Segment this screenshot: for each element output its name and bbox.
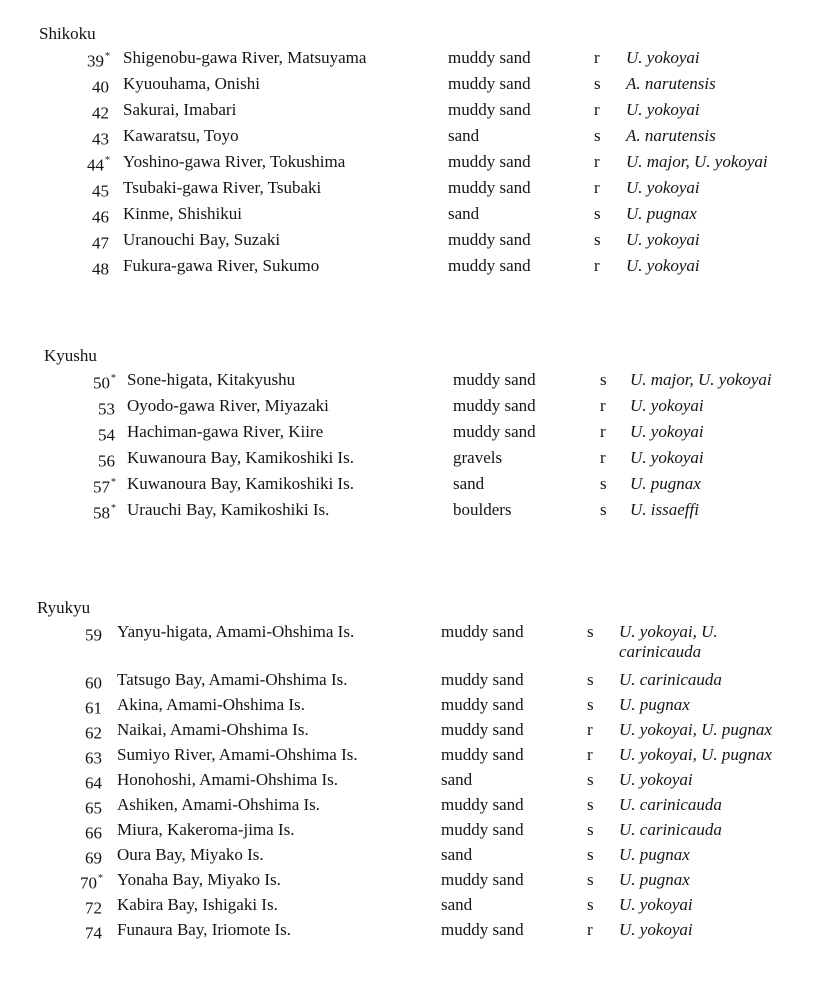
locality: Yonaha Bay, Miyako Is. [117,870,281,889]
table-row [0,500,828,526]
table-row [0,126,828,152]
site-number: 40 [92,77,109,97]
site-number: 47 [92,233,109,253]
site-number: 43 [92,129,109,149]
site-number: 70* [80,873,103,893]
species: U. pugnax [619,870,690,889]
species: U. yokoyai [630,422,704,441]
site-number: 56 [98,451,115,471]
locality: Miura, Kakeroma-jima Is. [117,820,295,839]
site-number: 46 [92,207,109,227]
site-number: 64 [85,773,102,793]
substrate: muddy sand [448,74,531,93]
locality: Urauchi Bay, Kamikoshiki Is. [127,500,330,519]
locality: Kuwanoura Bay, Kamikoshiki Is. [127,448,354,467]
site-number: 45 [92,181,109,201]
habitat-type: s [587,770,594,789]
site-number: 69 [85,848,102,868]
habitat-type: r [594,256,600,275]
table-row [0,845,828,871]
species: A. narutensis [626,126,716,145]
substrate: muddy sand [453,370,536,389]
site-number: 42 [92,103,109,123]
table-row [0,256,828,282]
species: U. yokoyai, U. carinicauda [619,622,718,661]
habitat-type: s [594,126,601,145]
species: U. yokoyai [619,920,693,939]
table-row [0,820,828,846]
table-row [0,870,828,896]
habitat-type: s [587,895,594,914]
habitat-type: s [587,695,594,714]
habitat-type: r [594,48,600,67]
substrate: muddy sand [441,820,524,839]
species: U. issaeffi [630,500,699,519]
locality: Kyuouhama, Onishi [123,74,260,93]
table-row [0,100,828,126]
habitat-type: r [600,396,606,415]
habitat-type: s [600,474,607,493]
table-row [0,204,828,230]
locality: Oyodo-gawa River, Miyazaki [127,396,329,415]
table-row [0,695,828,721]
substrate: muddy sand [441,745,524,764]
species: U. carinicauda [619,795,722,814]
species: U. yokoyai, U. pugnax [619,720,772,739]
locality: Ashiken, Amami-Ohshima Is. [117,795,321,814]
locality: Tsubaki-gawa River, Tsubaki [123,178,322,197]
locality: Oura Bay, Miyako Is. [117,845,264,864]
habitat-type: r [594,178,600,197]
substrate: muddy sand [453,396,536,415]
species: U. yokoyai [626,256,700,275]
habitat-type: s [587,820,594,839]
substrate: muddy sand [441,920,524,939]
species: U. major, U. yokoyai [630,370,772,389]
habitat-type: s [587,622,594,641]
table-row [0,74,828,100]
region-title: Ryukyu [37,598,91,617]
species: U. yokoyai [630,396,704,415]
locality: Naikai, Amami-Ohshima Is. [117,720,309,739]
site-number: 66 [85,823,102,843]
substrate: gravels [453,448,503,467]
species: U. carinicauda [619,670,722,689]
substrate: muddy sand [441,670,524,689]
habitat-type: s [587,670,594,689]
species: U. yokoyai [619,895,693,914]
species: U. major, U. yokoyai [626,152,768,171]
substrate: sand [441,895,473,914]
site-number: 57* [93,477,116,497]
habitat-type: s [600,370,607,389]
locality: Kuwanoura Bay, Kamikoshiki Is. [127,474,354,493]
site-number: 50* [93,373,116,393]
table-row [0,178,828,204]
substrate: muddy sand [448,256,531,275]
locality: Yoshino-gawa River, Tokushima [123,152,346,171]
species: U. yokoyai [630,448,704,467]
locality: Fukura-gawa River, Sukumo [123,256,320,275]
habitat-type: r [600,422,606,441]
substrate: muddy sand [448,100,531,119]
region-title: Kyushu [44,346,97,365]
locality: Shigenobu-gawa River, Matsuyama [123,48,367,67]
substrate: muddy sand [448,48,531,67]
site-number: 59 [85,625,102,645]
table-row [0,895,828,921]
substrate: sand [448,126,480,145]
substrate: muddy sand [441,720,524,739]
substrate: sand [441,845,473,864]
species: U. yokoyai [626,178,700,197]
species: U. pugnax [619,845,690,864]
locality: Yanyu-higata, Amami-Ohshima Is. [117,622,355,641]
species: U. yokoyai, U. pugnax [619,745,772,764]
locality: Hachiman-gawa River, Kiire [127,422,324,441]
habitat-type: r [600,448,606,467]
habitat-type: r [587,745,593,764]
species: U. yokoyai [626,100,700,119]
site-number: 65 [85,798,102,818]
species: U. carinicauda [619,820,722,839]
site-number: 39* [87,51,110,71]
table-row [0,474,828,500]
habitat-type: s [594,74,601,93]
site-number: 62 [85,723,102,743]
species: U. pugnax [626,204,697,223]
site-number: 53 [98,399,115,419]
table-row [0,48,828,74]
substrate: muddy sand [453,422,536,441]
substrate: muddy sand [441,870,524,889]
habitat-type: r [594,152,600,171]
substrate: sand [441,770,473,789]
habitat-type: s [594,204,601,223]
substrate: muddy sand [441,622,524,641]
locality: Uranouchi Bay, Suzaki [123,230,281,249]
substrate: sand [448,204,480,223]
species: U. pugnax [630,474,701,493]
locality: Kinme, Shishikui [123,204,243,223]
locality: Sakurai, Imabari [123,100,237,119]
table-row [0,745,828,771]
locality: Tatsugo Bay, Amami-Ohshima Is. [117,670,348,689]
table-row [0,230,828,256]
substrate: muddy sand [441,695,524,714]
table-row [0,448,828,474]
substrate: boulders [453,500,512,519]
table-row [0,422,828,448]
locality: Kabira Bay, Ishigaki Is. [117,895,278,914]
locality: Honohoshi, Amami-Ohshima Is. [117,770,338,789]
table-row [0,795,828,821]
site-number: 72 [85,898,102,918]
site-number: 63 [85,748,102,768]
species: U. yokoyai [619,770,693,789]
habitat-type: s [587,870,594,889]
table-row [0,396,828,422]
locality: Funaura Bay, Iriomote Is. [117,920,292,939]
substrate: muddy sand [448,152,531,171]
substrate: muddy sand [448,230,531,249]
site-number: 74 [85,923,102,943]
site-number: 60 [85,673,102,693]
locality: Kawaratsu, Toyo [123,126,239,145]
table-row [0,770,828,796]
locality: Sumiyo River, Amami-Ohshima Is. [117,745,358,764]
table-row [0,720,828,746]
habitat-type: s [600,500,607,519]
species: U. pugnax [619,695,690,714]
species: U. yokoyai [626,230,700,249]
locality: Akina, Amami-Ohshima Is. [117,695,305,714]
habitat-type: s [594,230,601,249]
locality: Sone-higata, Kitakyushu [127,370,296,389]
table-row [0,920,828,946]
species: A. narutensis [626,74,716,93]
substrate: sand [453,474,485,493]
site-number: 61 [85,698,102,718]
habitat-type: s [587,845,594,864]
habitat-type: r [587,720,593,739]
table-row [0,152,828,178]
substrate: muddy sand [448,178,531,197]
habitat-type: r [587,920,593,939]
habitat-type: s [587,795,594,814]
site-number: 54 [98,425,115,445]
substrate: muddy sand [441,795,524,814]
site-number: 48 [92,259,109,279]
site-number: 44* [87,155,110,175]
table-row [0,622,828,666]
region-title: Shikoku [39,24,96,43]
site-number: 58* [93,503,116,523]
table-row [0,370,828,396]
habitat-type: r [594,100,600,119]
species: U. yokoyai [626,48,700,67]
table-row [0,670,828,696]
